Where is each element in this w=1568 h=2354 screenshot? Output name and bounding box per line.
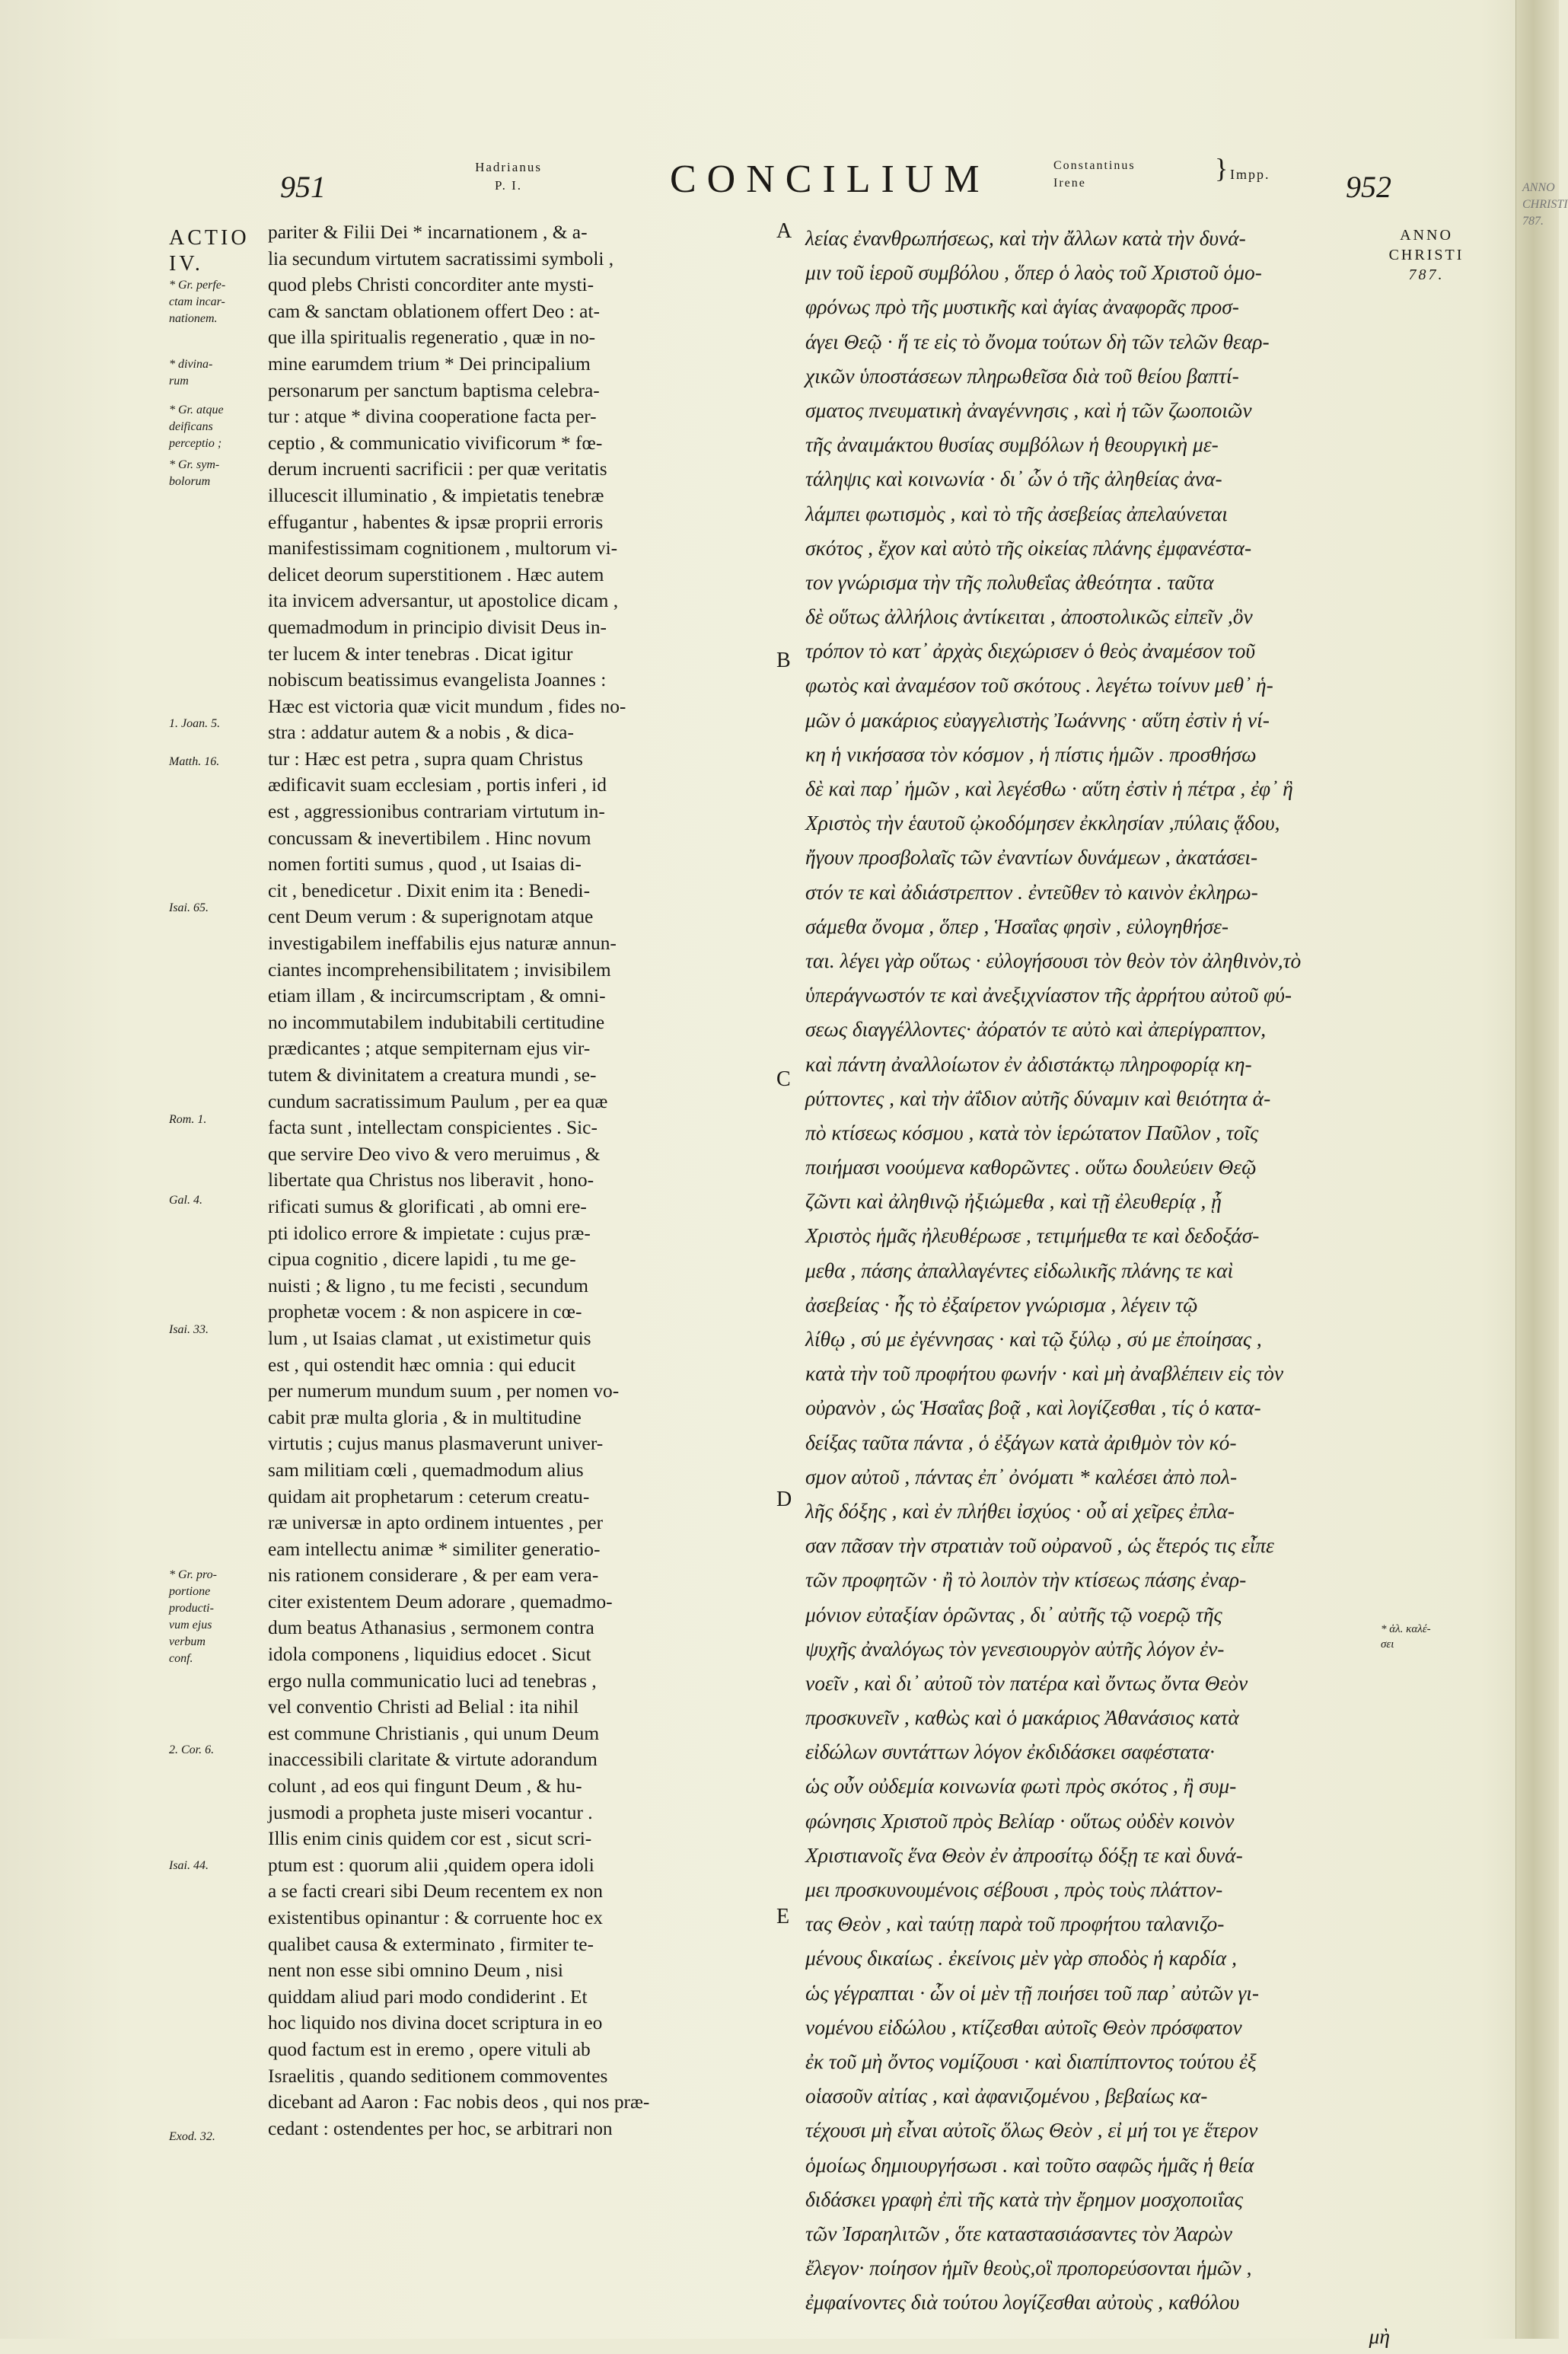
greek-line: Χριστὸς τὴν ἑαυτοῦ ᾠκοδόμησεν ἐκκλησίαν ,πύλαις ᾅδου, [805,811,1280,835]
greek-line: οἱασοῦν αἰτίας , καὶ ἀφανιζομένου , βεβαίως κα- [805,2084,1208,2108]
latin-line: manifestissimam cognitionem , multorum vi- [268,537,618,560]
latin-line: nis rationem considerare , & per eam vera- [268,1565,599,1587]
section-letter-c: C [776,1067,791,1091]
greek-line: μει προσκυνουμένοις σέβουσι , πρὸς τοὺς πλάττον- [805,1877,1223,1901]
latin-line: ptum est : quorum alii ,quidem opera idoli [268,1854,594,1876]
greek-line: ζῶντι καὶ ἀληθινῷ ἠξιώμεθα , καὶ τῇ ἐλευθερίᾳ , ᾗ [805,1189,1222,1214]
margin-note-isai-65: Isai. 65. [169,901,209,914]
latin-line: nuisti ; & ligno , tu me fecisti , secundum [268,1274,589,1297]
latin-line: cam & sanctam oblationem offert Deo : at- [268,300,600,322]
latin-line: delicet deorum superstitionem . Hæc autem [268,563,604,585]
section-letter-e: E [776,1905,790,1928]
section-letter-b: B [776,649,791,672]
latin-line: quemadmodum in principio divisit Deus in- [268,616,607,638]
section-letter-a: A [776,219,792,243]
anno-year: 787. [1408,266,1445,283]
greek-line: δὲ καὶ παρ᾽ ἡμῶν , καὶ λεγέσθω · αὕτη ἐστὶν ἡ πέτρα , ἐφ᾽ ἣ [805,777,1293,800]
greek-line: τῆς ἀναιμάκτου θυσίας συμβόλων ἡ θεουργικὴ με- [805,432,1219,457]
latin-line: pariter & Filii Dei * incarnationem , & a- [268,222,588,243]
anno-christi-note [1387,225,1466,285]
latin-line: nomen fortiti sumus , quod , ut Isaias di- [268,853,582,876]
running-head-right [1053,153,1270,192]
latin-line: cent Deum verum : & superignotam atque [268,906,594,928]
latin-line: que illa spiritualis regeneratio , quæ in no- [268,327,596,349]
latin-line: mine earumdem trium * Dei principalium [268,352,591,375]
latin-line: per numerum mundum suum , per nomen vo- [268,1380,620,1402]
margin-note-deificans: * Gr. atque deificans perceptio ; [169,403,224,450]
latin-line: Hæc est victoria quæ vicit mundum , fides no- [268,695,626,717]
latin-line: quod plebs Christi concorditer ante mysti- [268,274,594,296]
latin-line: ræ universæ in apto ordinem intuentes , per [268,1512,604,1534]
greek-line: ρύττοντες , καὶ τὴν ἀΐδιον αὐτῆς δύναμιν καὶ θειότητα ἀ- [805,1086,1271,1110]
greek-line: τῶν προφητῶν · ἢ τὸ λοιπὸν τὴν κτίσεως πάσης ἐναρ- [805,1568,1247,1592]
actio-number: IV. [169,252,203,276]
greek-line: Χριστιανοῖς ἕνα Θεὸν ἐν ἀπροσίτῳ δόξῃ τε καὶ δυνά- [805,1842,1243,1867]
latin-line: inaccessibili claritate & virtute adorandum [268,1749,598,1771]
greek-line: μόνιον εὐταξίαν ὁρῶντας , δι᾽ αὐτῆς τῷ νοερῷ τῆς [805,1602,1222,1626]
latin-line: libertate qua Christus nos liberavit , hono- [268,1169,594,1191]
greek-line: σκότος , ἔχον καὶ αὐτὸ τῆς οἰκείας πλάνης ἐμφανέστα- [805,535,1252,560]
latin-line: facta sunt , intellectam conspicientes . Sic- [268,1117,598,1139]
greek-line: ἐμφαίνοντες διὰ τούτου λογίζεσθαι αὐτοὺς , καθόλου [805,2290,1240,2314]
greek-line: άγει Θεῷ · ἥ τε εἰς τὸ ὄνομα τούτων δὴ τῶν τελῶν θεαρ- [805,329,1270,353]
greek-line: ὡς οὖν οὐδεμία κοινωνία φωτὶ πρὸς σκότος , ἢ συμ- [805,1774,1237,1798]
greek-line: καὶ πάντη ἀναλλοίωτον ἐν ἀδιστάκτῳ πληροφορίᾳ κη- [805,1051,1252,1076]
greek-line: νοεῖν , καὶ δι᾽ αὐτοῦ τὸν πατέρα καὶ ὄντως ὄντα Θεὸν [805,1670,1248,1695]
greek-line: λίθῳ , σύ με ἐγέννησας · καὶ τῷ ξύλῳ , σύ με ἐποίησας , [805,1327,1262,1351]
latin-line: tutem & divinitatem a creatura mundi , se- [268,1064,597,1086]
latin-line: nobiscum beatissimus evangelista Joannes : [268,669,607,691]
latin-line: dum beatus Athanasius , sermonem contra [268,1617,594,1639]
latin-line: stra : addatur autem & a nobis , & dica- [268,722,574,744]
latin-line: concussam & inevertibilem . Hinc novum [268,827,591,849]
running-head-title: CONCILIUM [670,158,990,201]
page-number-right: 952 [1346,170,1391,204]
greek-line: τέχουσι μὴ εἶναι αὐτοῖς ὅλως Θεὸν , εἰ μή τοι γε ἕτερον [805,2118,1258,2142]
greek-line: τῶν Ἰσραηλιτῶν , ὅτε καταστασιάσαντες τὸν Ἀαρὼν [805,2221,1232,2245]
latin-line: idola componens , liquidius edocet . Sicut [268,1644,591,1666]
greek-line: ψυχῆς ἀναλόγως τὸν γενεσιουργὸν αὐτῆς λόγον ἐν- [805,1636,1225,1660]
latin-line: ita invicem adversantur, ut apostolice dicam , [268,590,619,612]
greek-line: μὴ [1369,2324,1390,2349]
greek-line: στόν τε καὶ ἀδιάστρεπτον . ἐντεῦθεν τὸ καινὸν ἐκληρω- [805,879,1258,904]
greek-line: προσκυνεῖν , καθὼς καὶ ὁ μακάριος Ἀθανάσιος κατὰ [805,1705,1239,1730]
margin-note-joan: 1. Joan. 5. [169,717,221,730]
greek-line: φρόνως πρὸ τῆς μυστικῆς καὶ ἁγίας ἀναφορᾶς προσ- [805,295,1239,319]
greek-line: λείας ἐνανθρωπήσεως, καὶ τὴν ἄλλων κατὰ τὴν δυνά- [805,226,1246,250]
latin-line: prædicantes ; atque sempiternam ejus vir- [268,1038,591,1060]
latin-line: cabit præ multa gloria , & in multitudine [268,1406,582,1428]
latin-line: no incommutabilem indubitabili certitudine [268,1011,605,1033]
latin-line: pti idolico errore & impietate : cujus præ- [268,1222,591,1244]
greek-line: σεως διαγγέλλοντες· ἀόρατόν τε αὐτὸ καὶ ἀπερίγραπτον, [805,1017,1267,1041]
greek-line: κατὰ τὴν τοῦ προφήτου φωνήν · καὶ μὴ ἀναβλέπειν εἰς τὸν [805,1361,1284,1386]
running-head-emperor-1: Constantinus [1053,159,1136,172]
margin-note-isai-33: Isai. 33. [169,1323,209,1336]
greek-line: λάμπει φωτισμὸς , καὶ τὸ τῆς ἀσεβείας ἀπελαύνεται [805,501,1228,525]
latin-line: ædificavit suam ecclesiam , portis inferi , id [268,774,607,796]
latin-line: est , qui ostendit hæc omnia : qui educit [268,1354,576,1376]
latin-line: etiam illam , & incircumscriptam , & omni- [268,985,606,1007]
latin-line: lum , ut Isaias clamat , ut existimetur quis [268,1327,591,1349]
latin-line: ceptio , & communicatio vivificorum * fœ- [268,432,603,454]
latin-line: cundum sacratissimum Paulum , per ea quæ [268,1090,608,1112]
latin-line: vel conventio Christi ad Belial : ita nihil [268,1696,579,1718]
greek-line: τον γνώρισμα τὴν τῆς πολυθεΐας ἀθεότητα . ταῦτα [805,569,1214,594]
margin-note-isai-44: Isai. 44. [169,1859,209,1872]
greek-line: μένους δικαίως . ἐκείνοις μὲν γὰρ σποδὸς ἡ καρδία , [805,1946,1237,1970]
greek-line: σμον αὐτοῦ , πάντας ἐπ᾽ ὀνόματι * καλέσει ἀπὸ πολ- [805,1464,1238,1488]
greek-line: νομένου εἰδώλου , κτίζεσθαι αὐτοῖς Θεὸν πρόσφατον [805,2014,1242,2039]
latin-line: a se facti creari sibi Deum recentem ex non [268,1880,603,1903]
latin-line: illucescit illuminatio , & impietatis tenebræ [268,484,604,506]
greek-line: οὐρανὸν , ὡς Ἡσαΐας βοᾷ , καὶ λογίζεσθαι , τίς ὁ κατα- [805,1395,1261,1420]
actio-label: ACTIO [169,226,250,250]
latin-line: colunt , ad eos qui fingunt Deum , & hu- [268,1775,582,1797]
greek-line: δείξας ταῦτα πάντα , ὁ ἐξάγων κατὰ ἀριθμὸν τὸν κό- [805,1430,1237,1454]
latin-line: est , aggressionibus contrariam virtutum in- [268,801,605,823]
greek-line: μιν τοῦ ἱεροῦ συμβόλου , ὅπερ ὁ λαὸς τοῦ Χριστοῦ ὁμο- [805,260,1262,285]
running-head-emperor-2: Irene [1053,177,1086,190]
greek-line: Χριστὸς ἡμᾶς ἠλευθέρωσε , τετιμήμεθα τε καὶ δεδοξάσ- [805,1223,1260,1248]
greek-line: ὁμοίως δημιουργήσωσι . καὶ τοῦτο σαφῶς ἡμᾶς ἡ θεία [805,2152,1254,2177]
greek-line: τάληψις καὶ κοινωνία · δι᾽ ὧν ὁ τῆς ἀληθείας ἀνα- [805,467,1222,491]
latin-line: rificati sumus & glorificati , ab omni ere- [268,1195,587,1217]
greek-line: ἔλεγον· ποίησον ἡμῖν θεοὺς,οἳ προπορεύσονται ἡμῶν , [805,2256,1252,2280]
running-head-pope: Hadrianus [475,160,542,174]
greek-line: ὡς γέγραπται · ὧν οἱ μὲν τῇ ποιήσει τοῦ παρ᾽ αὐτῶν γι- [805,1980,1260,2005]
greek-line: σάμεθα ὄνομα , ὅπερ , Ἡσαΐας φησὶν , εὐλογηθήσε- [805,914,1229,938]
margin-note-symbolorum: * Gr. sym- bolorum [169,458,220,488]
latin-line: investigabilem ineffabilis ejus naturæ annun- [268,933,617,955]
greek-line: σαν πᾶσαν τὴν στρατιὰν τοῦ οὐρανοῦ , ὡς ἕτερός τις εἶπε [805,1533,1274,1558]
latin-line: nent non esse sibi omnino Deum , nisi [268,1960,563,1982]
greek-line: τρόπον τὸ κατ᾽ ἀρχὰς διεχώρισεν ὁ θεὸς ἀναμέσον τοῦ [805,639,1255,663]
latin-line: sam militiam cœli , quemadmodum alius [268,1459,584,1481]
greek-line: πὸ κτίσεως κόσμου , κατὰ τὸν ἱερώτατον Παῦλον , τοῖς [805,1120,1259,1144]
greek-line: λῆς δόξης , καὶ ἐν πλήθει ἰσχύος · οὗ αἱ χεῖρες ἐπλα- [805,1498,1235,1523]
latin-line: ciantes incomprehensibilitatem ; invisibilem [268,959,611,981]
latin-line: lia secundum virtutem sacratissimi symboli , [268,247,614,270]
latin-line: eam intellectu animæ * similiter generatio- [268,1538,601,1560]
running-head-impp: Impp. [1230,167,1270,182]
latin-line: cedant : ostendentes per hoc, se arbitrari non [268,2117,613,2139]
anno-label: ANNO [1400,227,1453,244]
margin-note-proportione: * Gr. pro- portione producti- vum ejus verbum conf. [169,1568,217,1665]
latin-line: prophetæ vocem : & non aspicere in cœ- [268,1301,582,1323]
margin-note-exod: Exod. 32. [169,2130,215,2143]
greek-line: τας Θεὸν , καὶ ταύτῃ παρὰ τοῦ προφήτου ταλανιζο- [805,1912,1225,1936]
latin-text-column [268,219,764,2142]
latin-line: quidam ait prophetarum : ceterum creatu- [268,1485,590,1507]
greek-text-column [805,221,1405,2354]
latin-line: tur : Hæc est petra , supra quam Christus [268,748,583,770]
edge-text-year: 787. [1522,215,1544,228]
latin-line: dicebant ad Aaron : Fac nobis deos , qui nos præ- [268,2091,650,2113]
margin-note-matth: Matth. 16. [169,755,220,768]
greek-line: μεθα , πάσης ἀπαλλαγέντες εἰδωλικῆς πλάνης τε καὶ [805,1258,1234,1282]
margin-note-gal: Gal. 4. [169,1194,202,1207]
greek-line: δὲ οὕτως ἀλλήλοις ἀντίκειται , ἀποστολικῶς εἰπεῖν ,ὃν [805,604,1253,629]
latin-line: jusmodi a propheta juste miseri vocantur . [268,1801,593,1823]
latin-line: virtutis ; cujus manus plasmaverunt univer- [268,1433,604,1455]
margin-note-incarnation: * Gr. perfe- ctam incar- nationem. [169,279,226,325]
margin-note-rom: Rom. 1. [169,1113,207,1126]
greek-line: μῶν ὁ μακάριος εὐαγγελιστὴς Ἰωάννης · αὕτη ἐστὶν ἡ νί- [805,707,1270,732]
latin-line: tur : atque * divina cooperatione facta per- [268,406,597,428]
greek-line: ἀσεβείας · ἧς τὸ ἐξαίρετον γνώρισμα , λέγειν τῷ [805,1292,1198,1316]
greek-line: ὑπεράγνωστόν τε καὶ ἀνεξιχνίαστον τῆς ἀρρήτου αὐτοῦ φύ- [805,983,1292,1007]
actio-heading [169,225,266,277]
latin-line: derum incruenti sacrificii : per quæ veritatis [268,458,607,480]
margin-note-variant-reading: * ἀλ. καλέ- σει [1381,1623,1431,1651]
latin-line: quod factum est in eremo , opere vituli ab [268,2038,591,2060]
greek-line: κη ἡ νικήσασα τὸν κόσμον , ἡ πίστις ἡμῶν . προσθήσω [805,742,1257,766]
latin-line: personarum per sanctum baptisma celebra- [268,379,600,401]
greek-line: ποιήμασι νοούμενα καθορῶντες . οὕτω δουλεύειν Θεῷ [805,1155,1257,1179]
facing-page-edge [1515,0,1568,2339]
greek-line: χικῶν ὑποστάσεων πληρωθεῖσα διὰ τοῦ θείου βαπτί- [805,363,1239,388]
margin-note-cor: 2. Cor. 6. [169,1743,215,1756]
latin-line: ergo nulla communicatio luci ad tenebras , [268,1670,597,1692]
latin-line: qualibet causa & exterminato , firmiter te- [268,1933,594,1955]
greek-line: εἰδώλων συντάττων λόγον ἐκδιδάσκει σαφέστατα· [805,1740,1215,1764]
latin-line: est commune Christianis , qui unum Deum [268,1722,600,1744]
running-head-bracket: } [1215,153,1230,183]
page-number-left: 951 [280,170,326,204]
section-letter-d: D [776,1488,792,1511]
christi-label: CHRISTI [1388,247,1464,263]
greek-line: φώνησις Χριστοῦ πρὸς Βελίαρ · οὕτως οὐδὲν κοινὸν [805,1808,1235,1832]
latin-line: ter lucem & inter tenebras . Dicat igitur [268,643,573,665]
edge-text-christi: CHRISTI [1522,198,1568,211]
greek-line: φωτὸς καὶ ἀναμέσον τοῦ σκότους . λεγέτω τοίνυν μεθ᾽ ἡ- [805,673,1273,697]
greek-line: σματος πνευματικὴ ἀναγέννησις , καὶ ἡ τῶν ζωοποιῶν [805,397,1252,422]
latin-line: quiddam aliud pari modo condiderint . Et [268,1986,588,2008]
edge-text-anno: ANNO [1522,181,1555,194]
greek-line: ται. λέγει γὰρ οὕτως · εὐλογήσουσι τὸν θεὸν τὸν ἀληθινὸν,τὸ [805,948,1302,972]
running-head-pope-number: P. I. [495,178,522,193]
latin-line: existentibus opinantur : & corruente hoc ex [268,1907,603,1928]
latin-line: cit , benedicetur . Dixit enim ita : Benedi- [268,879,591,901]
latin-line: effugantur , habentes & ipsæ proprii erroris [268,511,604,533]
margin-note-divinarum: * divina- rum [169,358,213,388]
running-head-left [455,158,562,195]
latin-line: Illis enim cinis quidem cor est , sicut scri- [268,1828,592,1850]
greek-line: ἐκ τοῦ μὴ ὄντος νομίζουσι · καὶ διαπίπτοντος τούτου ἐξ [805,2049,1257,2073]
latin-line: citer existentem Deum adorare , quemadmo- [268,1590,613,1612]
latin-line: hoc liquido nos divina docet scriptura in eo [268,2012,603,2034]
latin-line: que servire Deo vivo & vero meruimus , & [268,1143,601,1165]
greek-line: διδάσκει γραφὴ ἐπὶ τῆς κατὰ τὴν ἔρημον μοσχοποιΐας [805,2187,1244,2211]
greek-line: ἤγουν προσβολαῖς τῶν ἐναντίων δυνάμεων , ἀκατάσει- [805,845,1258,869]
latin-line: cipua cognitio , dicere lapidi , tu me ge- [268,1249,576,1271]
latin-line: Israelitis , quando seditionem commoventes [268,2065,608,2087]
